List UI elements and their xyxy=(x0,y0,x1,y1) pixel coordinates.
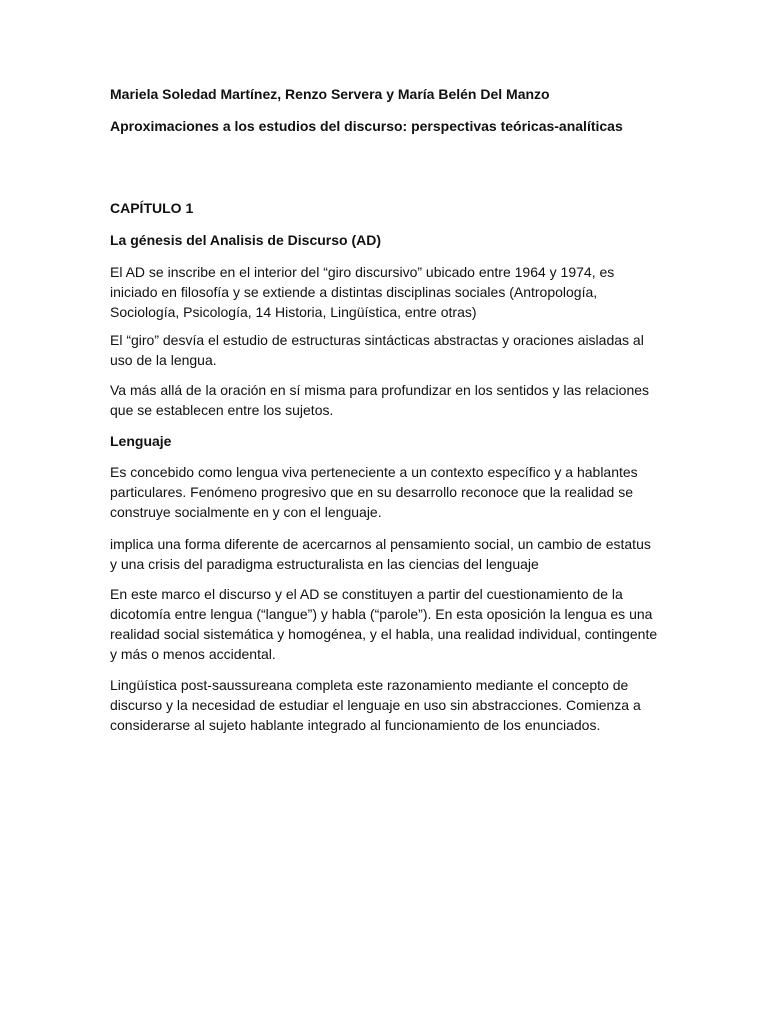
paragraph-lenguaje-3: En este marco el discurso y el AD se constituyen a partir del cuestionamiento de la dicotomía entre lengua (“langue”) y habla (“parole”). En esta oposición la lengua es una realidad social sistemática y homogénea, y el habla, una realidad individual, contingente y más o menos accidental. xyxy=(110,586,658,662)
work-title: Aproximaciones a los estudios del discurso: perspectivas teóricas-analíticas xyxy=(110,118,623,134)
section-heading-genesis: La génesis del Analisis de Discurso (AD) xyxy=(110,232,382,248)
paragraph-lenguaje-1: Es concebido como lengua viva perteneciente a un contexto específico y a hablantes particulares. Fenómeno progresivo que en su desarrollo reconoce que la realidad se construye socialmente en y con el lenguaje. xyxy=(110,464,638,520)
chapter-heading: CAPÍTULO 1 xyxy=(110,200,194,216)
paragraph-lenguaje-4: Lingüística post-saussureana completa este razonamiento mediante el concepto de discurso y la necesidad de estudiar el lenguaje en uso sin abstracciones. Comienza a considerarse al sujeto hablante integrado al funcionamiento de los enunciados. xyxy=(110,677,641,733)
paragraph-genesis-3: Va más allá de la oración en sí misma para profundizar en los sentidos y las relaciones que se establecen entre los sujetos. xyxy=(110,382,650,418)
section-heading-lenguaje: Lenguaje xyxy=(110,433,172,449)
paragraph-genesis-2: El “giro” desvía el estudio de estructuras sintácticas abstractas y oraciones aisladas al uso de la lengua. xyxy=(110,332,644,368)
paragraph-genesis-1: El AD se inscribe en el interior del “giro discursivo” ubicado entre 1964 y 1974, es iniciado en filosofía y se extiende a distintas disciplinas sociales (Antropología, Sociología, Psicología, 14 Historia, Lingüística, entre otras) xyxy=(110,264,615,320)
paragraph-lenguaje-2: implica una forma diferente de acercarnos al pensamiento social, un cambio de estatus y una crisis del paradigma estructuralista en las ciencias del lenguaje xyxy=(110,536,651,572)
authors-line: Mariela Soledad Martínez, Renzo Servera y María Belén Del Manzo xyxy=(110,86,550,102)
